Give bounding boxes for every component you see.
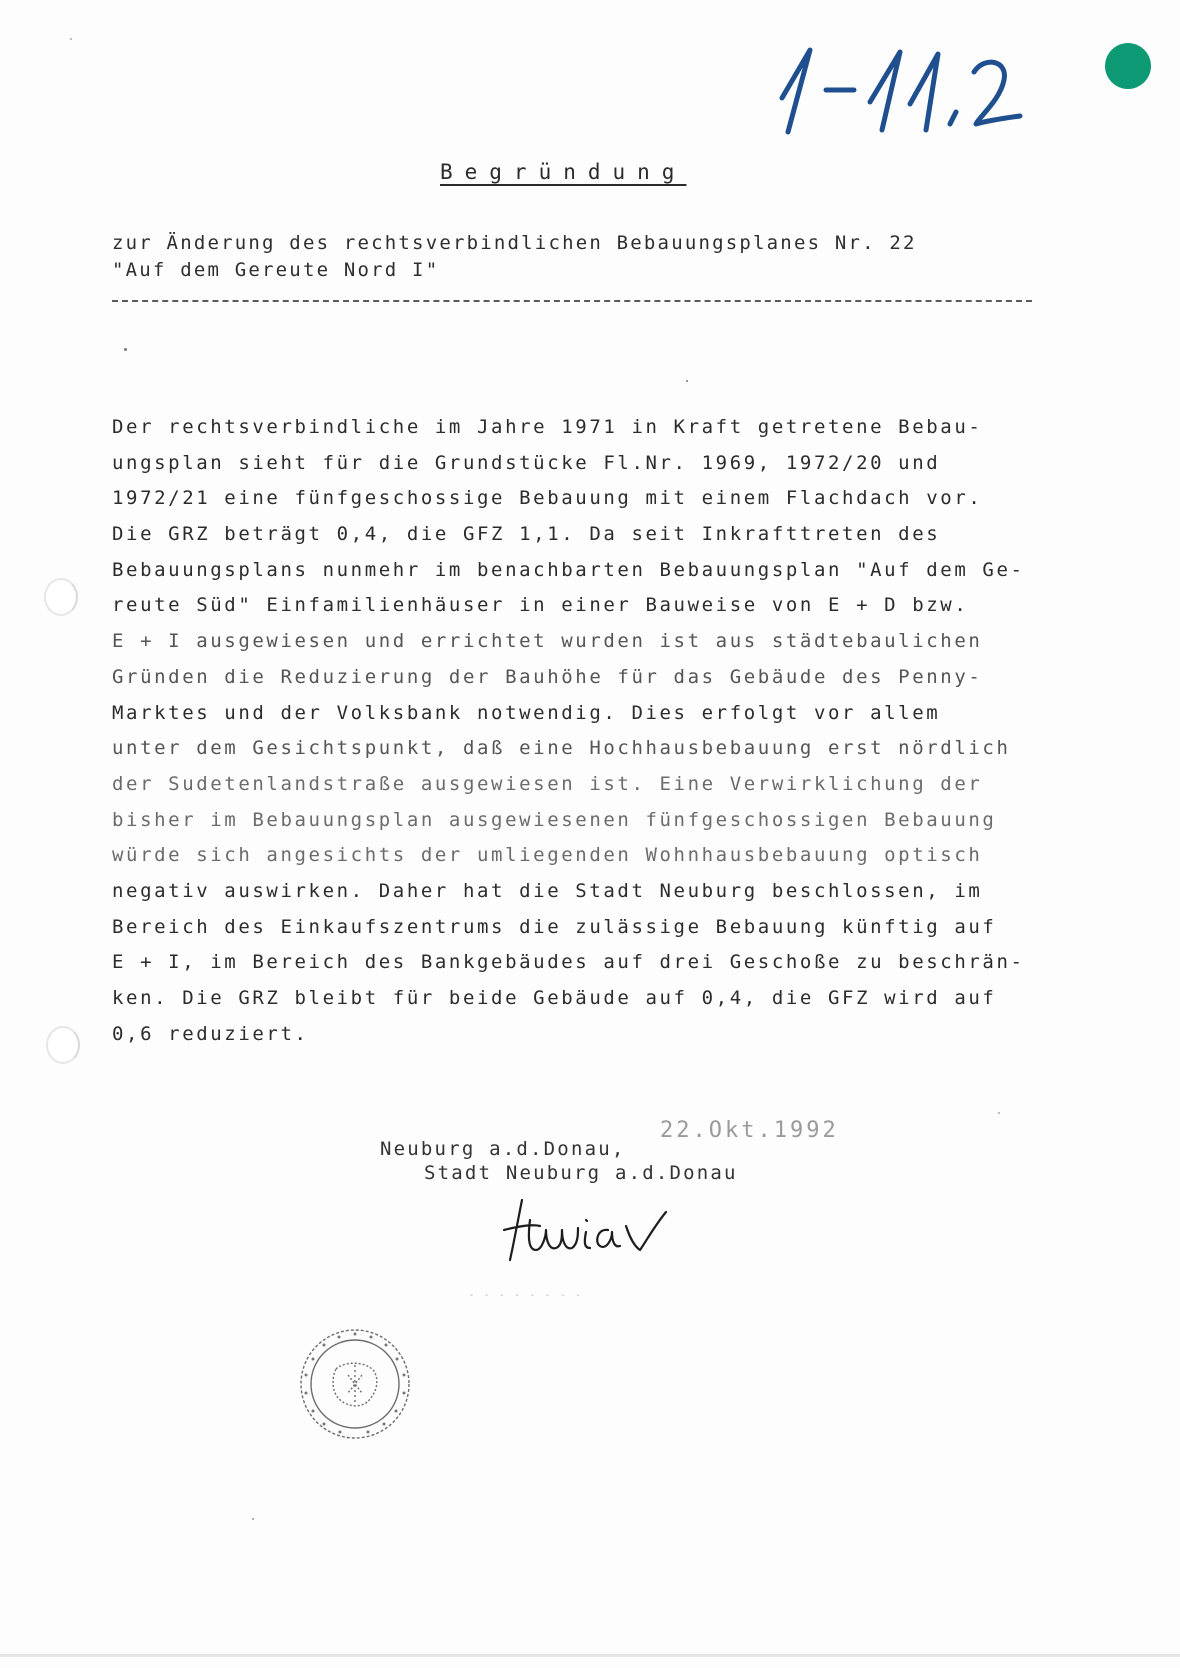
document-title: Begründung <box>440 160 687 184</box>
body-line: negativ auswirken. Daher hat die Stadt Neuburg beschlossen, im <box>112 879 983 902</box>
document-subject <box>112 230 917 284</box>
seal-drawing <box>296 1325 414 1443</box>
body-line: Der rechtsverbindliche im Jahre 1971 in Kraft getretene Bebau- <box>112 416 983 438</box>
signature-subtext: - - - - - - - - <box>468 1288 583 1301</box>
handwritten-annotation <box>770 20 1100 140</box>
body-line: würde sich angesichts der umliegenden Wohnhausbebauung optisch <box>112 844 983 867</box>
subject-line: zur Änderung des rechtsverbindlichen Bebauungsplanes Nr. 22 <box>112 232 917 254</box>
punch-hole <box>46 1026 80 1064</box>
body-line: 0,6 reduziert. <box>112 1022 309 1045</box>
handwritten-ref-drawing <box>770 20 1100 140</box>
body-line: der Sudetenlandstraße ausgewiesen ist. Eine Verwirklichung der <box>112 772 983 795</box>
green-dot-marker <box>1105 43 1151 89</box>
body-line: bisher im Bebauungsplan ausgewiesenen fünfgeschossigen Bebauung <box>112 808 997 831</box>
body-line: ken. Die GRZ bleibt für beide Gebäude auf 0,4, die GFZ wird auf <box>112 987 997 1009</box>
speck <box>686 380 688 382</box>
body-line: Marktes und der Volksbank notwendig. Dies erfolgt vor allem <box>112 701 941 724</box>
body-line: Die GRZ beträgt 0,4, die GFZ 1,1. Da seit Inkrafttreten des <box>112 523 941 546</box>
punch-hole <box>44 578 78 616</box>
body-line: ungsplan sieht für die Grundstücke Fl.Nr. 1969, 1972/20 und <box>112 451 941 474</box>
handwritten-signature <box>500 1190 700 1270</box>
scan-edge <box>0 1654 1180 1657</box>
body-line: Bereich des Einkaufszentrums die zulässige Bebauung künftig auf <box>112 915 997 938</box>
dashed-separator <box>112 300 1032 302</box>
document-body <box>112 410 1072 1052</box>
subject-line: "Auf dem Gereute Nord I" <box>112 259 440 281</box>
official-seal <box>296 1325 414 1443</box>
speck <box>70 38 72 40</box>
body-line: 1972/21 eine fünfgeschossige Bebauung mit einem Flachdach vor. <box>112 487 983 510</box>
body-line: unter dem Gesichtspunkt, daß eine Hochhausbebauung erst nördlich <box>112 737 1011 760</box>
speck <box>252 1518 254 1520</box>
body-line: Bebauungsplans nunmehr im benachbarten Bebauungsplan "Auf dem Ge- <box>112 558 1025 581</box>
body-line: reute Süd" Einfamilienhäuser in einer Bauweise von E + D bzw. <box>112 594 969 617</box>
signature-drawing <box>500 1190 700 1270</box>
body-line: E + I ausgewiesen und errichtet wurden ist aus städtebaulichen <box>112 630 983 653</box>
date-stamp: 22.Okt.1992 <box>660 1118 839 1143</box>
closing-place: Neuburg a.d.Donau, <box>380 1138 626 1160</box>
speck <box>998 1112 1000 1114</box>
closing-city: Stadt Neuburg a.d.Donau <box>424 1162 738 1184</box>
body-line: E + I, im Bereich des Bankgebäudes auf drei Geschoße zu beschrän- <box>112 951 1025 974</box>
speck <box>124 348 127 351</box>
body-line: Gründen die Reduzierung der Bauhöhe für das Gebäude des Penny- <box>112 665 983 688</box>
